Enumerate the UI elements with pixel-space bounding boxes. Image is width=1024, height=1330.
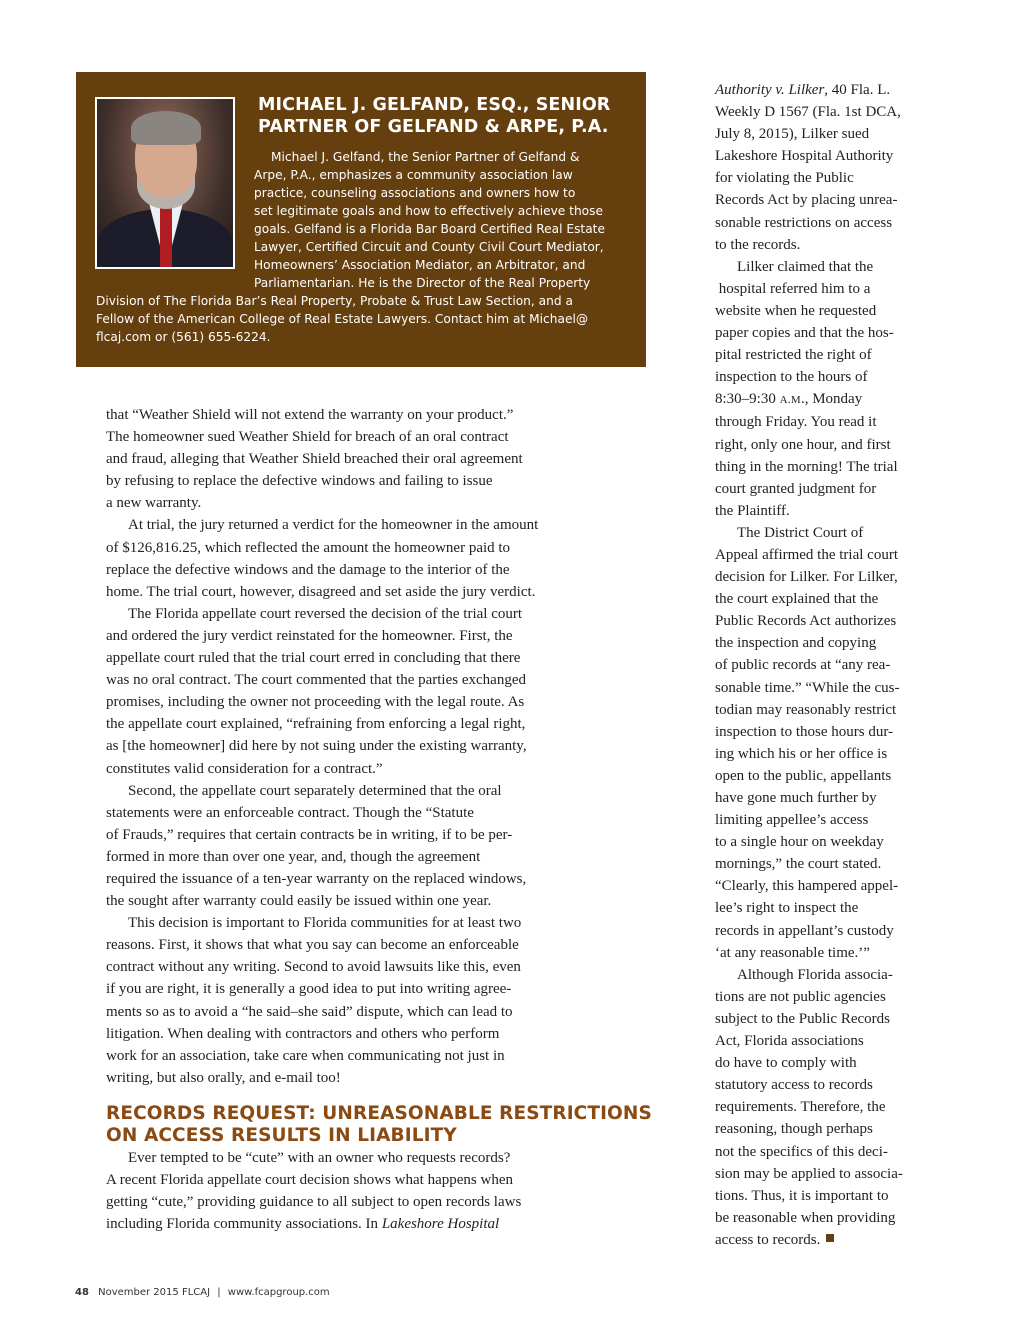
paragraph-florida-associations: Although Florida associa- tions are not public agencies subject to the Public Records Act, Florida associations do have to comply with statutory access to records requirements. Therefore, the reasoning, though perhaps not the specifics of this deci- sion may be applied to associa- tions. Thus, it is important to be reasonable when providing access to records. bbox=[715, 966, 903, 1248]
paragraph-records-intro: Ever tempted to be “cute” with an owner who requests records? A recent Florida appellate court decision shows what happens when getting “cute,” providing guidance to all subject to open records laws including Florida community associations. In Lakeshore Hospital bbox=[106, 1149, 522, 1233]
paragraph-lilker-claim: Lilker claimed that the hospital referred him to a website when he requested paper copies and that the hos- pital restricted the right of inspection to the hours of 8:30–9:30 A.M., Monday through Friday. You read it right, only one hour, and first thing in the morning! The trial court granted judgment for the Plaintiff. bbox=[715, 258, 898, 519]
paragraph-decision-importance: This decision is important to Florida communities for at least two reasons. First, it shows that what you say can become an enforceable contract without any writing. Second to avoid lawsuits like this, even if you are right, it is generally a good idea to put into writing agree- ments so as to avoid a “he said–she said” dispute, which can lead to litigation. When dealing with contractors and others who perform work for an association, take care when communicating not just in writing, but also orally, and e-mail too! bbox=[106, 915, 522, 1086]
paragraph-appellate-reversal: The Florida appellate court reversed the decision of the trial court and ordered the jury verdict reinstated for the homeowner. First, the appellate court ruled that the trial court erred in concluding that there was no oral contract. The court commented that the parties exchanged promises, including the owner not proceeding with the legal route. As the appellate court explained, “refraining from enforcing a legal right, as [the homeowner] did here by not suing under the existing warranty, constitutes valid consideration for a contract.” bbox=[106, 605, 527, 777]
paragraph-district-court: The District Court of Appeal affirmed the trial court decision for Lilker. For Lilker, the court explained that the Public Records Act authorizes the inspection and copying of public records at “any rea- sonable time.” “While the cus- todian may reasonably restrict inspection to those hours dur- ing which his or her office is open to the public, appellants have gone much further by limiting appellee’s access to a single hour on weekday mornings,” the court stated. “Clearly, this hampered appel- lee’s right to inspect the records in appellant’s custody ‘at any reasonable time.’” bbox=[715, 524, 900, 961]
bio-text: Michael J. Gelfand, the Senior Partner of Gelfand & Arpe, P.A., emphasizes a community association law practice, counseling associations and owners how to set legitimate goals and how to effectively achieve those goals. Gelfand is a Florida Bar Board Certified Real Estate Lawyer, Certified Circuit and County Civil Court Mediator, Homeowners’ Association Mediator, an Arbitrator, and Parliamentarian. He is the Director of the Real Property Division of The Florida Bar’s Real Property, Probate & Trust Law Section, and a Fellow of the American College of Real Estate Lawyers. Contact him at Michael@ flcaj.com or (561) 655-6224. bbox=[96, 150, 605, 344]
page-footer bbox=[75, 1287, 330, 1298]
issue-info: November 2015 FLCAJ bbox=[98, 1287, 211, 1298]
author-bio-box bbox=[76, 72, 646, 367]
footer-url[interactable]: www.fcapgroup.com bbox=[227, 1287, 330, 1298]
bio-title: MICHAEL J. GELFAND, ESQ., SENIOR PARTNER OF GELFAND & ARPE, P.A. bbox=[258, 95, 611, 137]
section-heading-records-request: RECORDS REQUEST: UNREASONABLE RESTRICTIONS ON ACCESS RESULTS IN LIABILITY bbox=[106, 1102, 652, 1146]
page-number: 48 bbox=[75, 1287, 89, 1298]
footer-separator: | bbox=[217, 1287, 221, 1298]
paragraph-weather-shield-suit: that “Weather Shield will not extend the warranty on your product.” The homeowner sued Weather Shield for breach of an oral contract and fraud, alleging that Weather Shield breached their oral agreement by refusing to replace the defective windows and failing to issue a new warranty. bbox=[106, 407, 523, 512]
paragraph-statute-of-frauds: Second, the appellate court separately determined that the oral statements were an enforceable contract. Though the “Statute of Frauds,” requires that certain contracts be in writing, if to be per- formed in more than over one year, and, though the agreement required the issuance of a ten-year warranty on the replaced windows, the sought after warranty could easily be issued within one year. bbox=[106, 782, 527, 910]
paragraph-trial-verdict: At trial, the jury returned a verdict for the homeowner in the amount of $126,816.25, which reflected the amount the homeowner paid to replace the defective windows and the damage to the interior of the home. The trial court, however, disagreed and set aside the jury verdict. bbox=[106, 517, 539, 600]
end-of-article-icon bbox=[826, 1234, 834, 1242]
side-column bbox=[715, 79, 955, 1251]
main-column bbox=[106, 404, 651, 1235]
paragraph-lilker-case: Authority v. Lilker, 40 Fla. L. Weekly D 1567 (Fla. 1st DCA, July 8, 2015), Lilker sued Lakeshore Hospital Authority for violating the Public Records Act by placing unrea- sonable restrictions on access to the records. bbox=[715, 82, 901, 253]
